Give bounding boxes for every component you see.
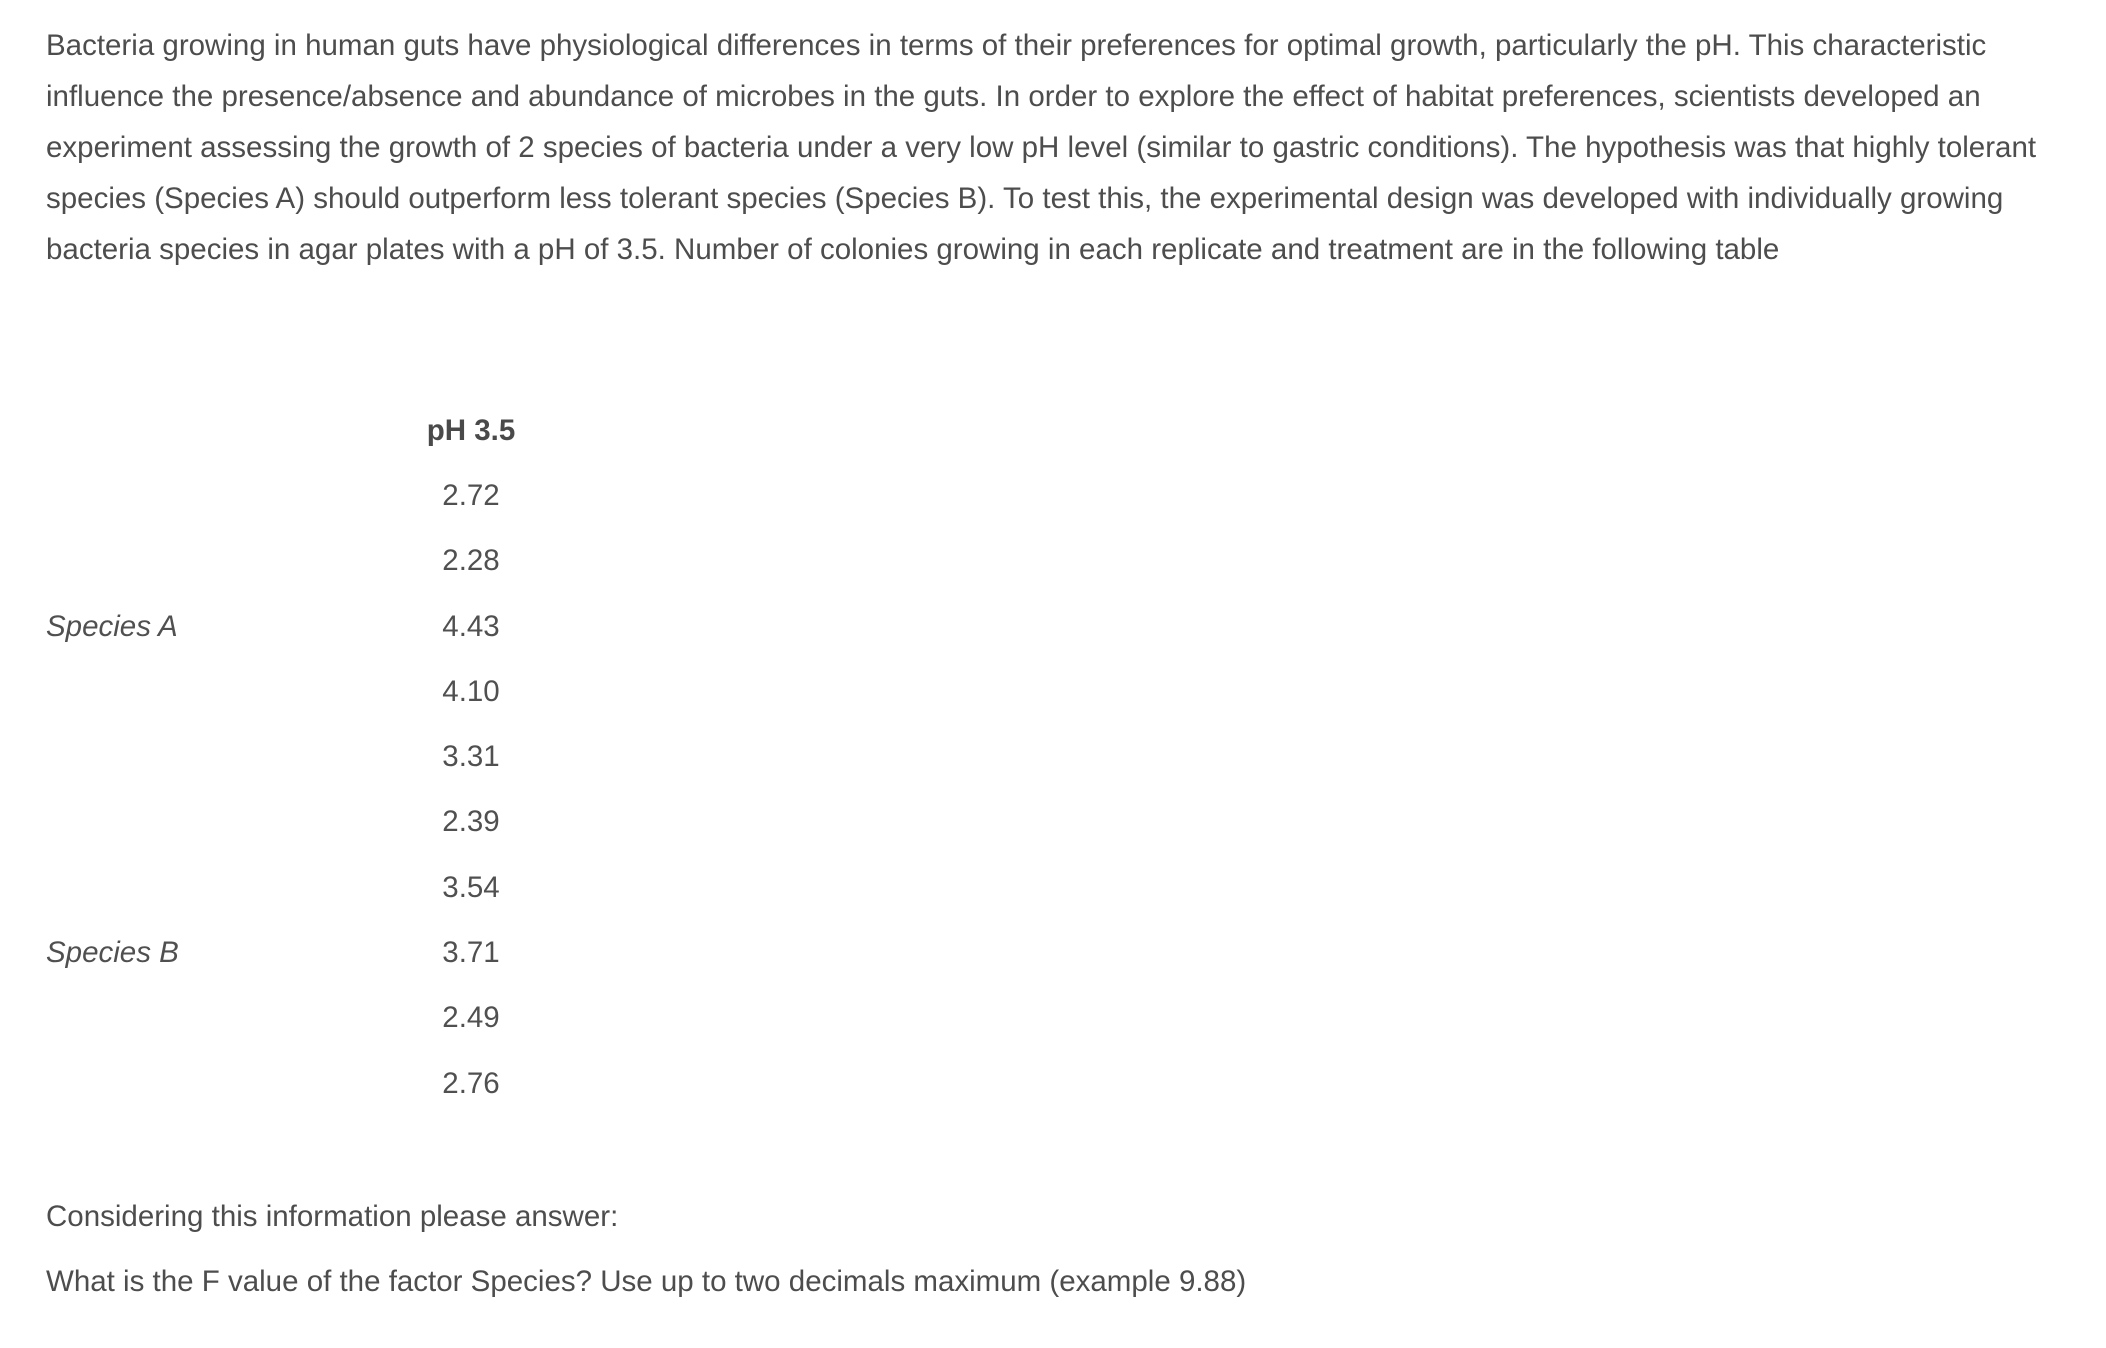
table-row [46, 529, 566, 594]
problem-page [46, 20, 2076, 275]
row-label [46, 463, 376, 528]
row-label [46, 724, 376, 789]
row-value: 4.43 [442, 609, 500, 643]
table-row [46, 724, 566, 789]
colonies-table [46, 398, 566, 1116]
question-text: What is the F value of the factor Species? Use up to two decimals maximum (example 9.88) [46, 1265, 1247, 1298]
row-value: 2.49 [442, 1001, 500, 1035]
row-value: 2.72 [442, 478, 500, 512]
question-block [46, 1184, 2076, 1314]
table-header-row [46, 398, 566, 463]
row-value: 3.71 [442, 936, 500, 970]
row-value: 2.28 [442, 544, 500, 578]
table-header-empty [46, 398, 376, 463]
row-label [46, 1051, 376, 1116]
row-label [46, 986, 376, 1051]
row-label [46, 659, 376, 724]
table-row [46, 594, 566, 659]
row-value: 2.39 [442, 805, 500, 839]
intro-paragraph: Bacteria growing in human guts have physiological differences in terms of their preferences for optimal growth, particularly the pH. This characteristic influence the presence/absence and abundance of microbes in the guts. In order to explore the effect of habitat preferences, scientists developed an experiment assessing the growth of 2 species of bacteria under a very low pH level (similar to gastric conditions). The hypothesis was that highly tolerant species (Species A) should outperform less tolerant species (Species B). To test this, the experimental design was developed with individually growing bacteria species in agar plates with a pH of 3.5. Number of colonies growing in each replicate and treatment are in the following table [46, 29, 2037, 266]
table-row [46, 659, 566, 724]
table-header-ph: pH 3.5 [426, 413, 516, 447]
prompt-text: Considering this information please answer: [46, 1200, 619, 1233]
row-value: 3.31 [442, 740, 500, 774]
table-row [46, 855, 566, 920]
table-row [46, 920, 566, 985]
row-value: 3.54 [442, 870, 500, 904]
species-a-label: Species A [46, 609, 178, 643]
row-label [46, 855, 376, 920]
row-value: 2.76 [442, 1066, 500, 1100]
table-row [46, 790, 566, 855]
species-b-label: Species B [46, 936, 179, 970]
table-row [46, 986, 566, 1051]
row-value: 4.10 [442, 674, 500, 708]
row-label [46, 529, 376, 594]
table-row [46, 463, 566, 528]
row-label [46, 790, 376, 855]
table-row [46, 1051, 566, 1116]
